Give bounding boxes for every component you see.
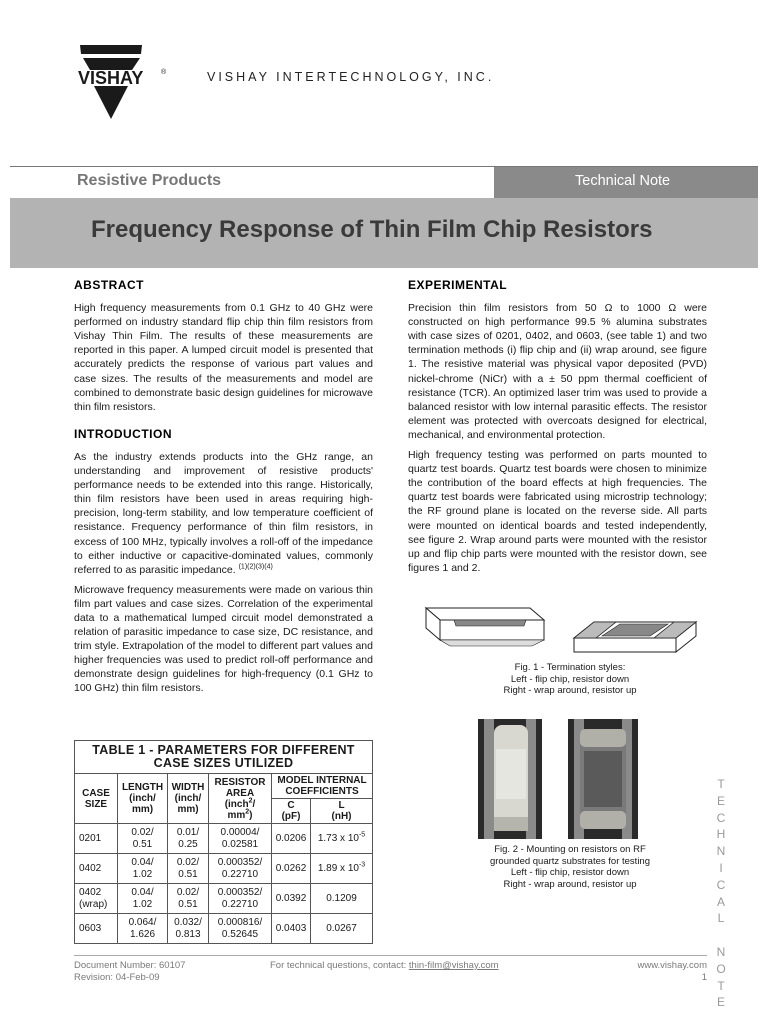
left-column [74, 278, 373, 702]
side-label-letter: C [716, 810, 726, 825]
cell-width: 0.032/ 0.813 [168, 914, 209, 944]
footer-contact [270, 960, 499, 972]
experimental-heading: EXPERIMENTAL [408, 278, 508, 292]
cell-width: 0.02/ 0.51 [168, 884, 209, 914]
fig2-caption-line-1: Fig. 2 - Mounting on resistors on RF [494, 844, 646, 855]
cell-length: 0.04/ 1.02 [118, 854, 168, 884]
experimental-paragraph-2: High frequency testing was performed on parts mounted to quartz test boards. Quartz test boards were chosen to minimize the contribution of the board effects at high frequencies. The quartz test boards were fabricated using microstrip technology; the RF ground plane is located on the reverse side. All parts were mounted on identical boards and tested independently, see figure 2. Wrap around parts were mounted with the resistor up and flip chip parts were mounted with the resistor down, see figures 1 and 2. [408, 449, 707, 574]
title-band [10, 198, 758, 268]
cell-width: 0.02/ 0.51 [168, 854, 209, 884]
cell-c: 0.0262 [272, 854, 311, 884]
introduction-heading: INTRODUCTION [74, 426, 172, 441]
fig1-termination-styles [424, 606, 700, 658]
col-c: C (pF) [272, 799, 311, 824]
fig2-caption-line-3: Left - flip chip, resistor down [510, 867, 630, 878]
side-label-letter: T [717, 777, 725, 791]
fig2-caption-line-4: Right - wrap around, resistor up [503, 878, 637, 890]
logo-registered-mark: ® [161, 69, 167, 76]
cell-l: 0.0267 [311, 914, 373, 944]
table-row [75, 884, 373, 914]
side-label-letter: E [716, 793, 725, 808]
col-width: WIDTH (inch/ mm) [168, 774, 209, 824]
contact-email-link[interactable]: thin-film@vishay.com [408, 960, 499, 971]
fig1-caption-line-2: Left - flip chip, resistor down [510, 673, 630, 685]
table-title-line-1: TABLE 1 - PARAMETERS FOR DIFFERENT [92, 743, 355, 757]
doc-type: Technical Note [575, 173, 671, 189]
side-label-letter: C [716, 877, 726, 892]
side-label-letter: N [716, 944, 726, 959]
table-row [75, 914, 373, 944]
cell-width: 0.01/ 0.25 [168, 824, 209, 854]
fig1-caption [450, 662, 690, 697]
page-title: Frequency Response of Thin Film Chip Resistors [91, 216, 653, 243]
cell-l: 1.89 x $10^{-3}$ [311, 854, 373, 884]
experimental-paragraph-1: Precision thin film resistors from 50 Ω to 1000 Ω were constructed on high performance 99.5 % alumina substrates with case sizes of 0201, 0402, and 0603, (see table 1) and two termination methods (i) flip chip and (ii) wrap around, see figure 1. The resistive material was physical vapor deposited (PVD) nickel-chrome (NiCr) with a ± 50 ppm thermal coefficient of resistance (TCR). An optimized laser trim was used to provide a balanced resistor with low internal parasitic effects. The resistor element was protected with overcoats designed for electrical, mechanical, and environmental protection. [408, 302, 707, 441]
col-resistor-area: RESISTOR AREA (inch$^2$/ $mm^2$) [209, 774, 272, 824]
side-label-letter [712, 927, 730, 944]
fig1-caption-line-1: Fig. 1 - Termination styles: [514, 662, 626, 673]
cell-length: 0.064/ 1.626 [118, 914, 168, 944]
side-label-letter: L [717, 911, 725, 926]
cell-area: 0.00004/ 0.02581 [209, 824, 272, 854]
table-row [75, 824, 373, 854]
col-case-size: CASE SIZE [75, 774, 118, 824]
contact-prefix: For technical questions, contact: [270, 960, 409, 971]
cell-area: 0.000352/ 0.22710 [209, 884, 272, 914]
flip-chip-photo [478, 719, 542, 839]
cell-length: 0.04/ 1.02 [118, 884, 168, 914]
cell-c: 0.0403 [272, 914, 311, 944]
table-title [75, 741, 373, 774]
col-length: LENGTH (inch/ mm) [118, 774, 168, 824]
cell-c: 0.0206 [272, 824, 311, 854]
fig1-caption-line-3: Right - wrap around, resistor up [503, 685, 637, 696]
product-category: Resistive Products [77, 172, 222, 189]
cell-area: 0.000352/ 0.22710 [209, 854, 272, 884]
cell-area: 0.000816/ 0.52645 [209, 914, 272, 944]
technical-note-side-label [712, 776, 730, 1011]
cell-c: 0.0392 [272, 884, 311, 914]
fig2-caption [450, 844, 690, 890]
side-label-letter: N [716, 844, 726, 859]
cell-case: 0201 [75, 824, 118, 854]
reference-marks: (1)(2)(3)(4) [238, 563, 273, 571]
document-number: Document Number: 60107 [74, 960, 186, 971]
right-column [408, 278, 707, 581]
footer-site-page [600, 960, 707, 984]
side-label-letter: O [716, 961, 726, 976]
col-model-coefficients: MODEL INTERNAL COEFFICIENTS [272, 774, 373, 799]
cell-case: 0603 [75, 914, 118, 944]
company-name: VISHAY INTERTECHNOLOGY, INC. [207, 70, 495, 84]
col-l: L (nH) [311, 799, 373, 824]
table-title-line-2: CASE SIZES UTILIZED [153, 756, 294, 770]
website-link[interactable]: www.vishay.com [637, 960, 707, 971]
table-header-row [75, 774, 373, 799]
footer-doc-info [74, 960, 185, 984]
logo-text: VISHAY [78, 68, 144, 88]
introduction-paragraph-1 [74, 450, 373, 577]
table-title-row [75, 741, 373, 774]
doc-type-band [494, 167, 758, 198]
cell-l: 0.1209 [311, 884, 373, 914]
introduction-paragraph-1-text: As the industry extends products into the GHz range, an understanding and improvement of resistive products' performance needs to be extended into this range. Historically, thin film resistors have been used in areas requiring high-precision, long-term stability, and low temperature coefficient of resistance. Frequency performance of thin film resistors, in excess of 100 MHz, typically involves a roll-off of the impedance to either inductive or capacitive-dominated values, commonly referred to as parasitic impedance. [74, 450, 373, 576]
cell-length: 0.02/ 0.51 [118, 824, 168, 854]
cell-l: 1.73 x $10^{-5}$ [311, 824, 373, 854]
side-label-letter: I [719, 860, 723, 875]
page-number: 1 [701, 972, 707, 983]
cell-case: 0402 (wrap) [75, 884, 118, 914]
side-label-letter: E [716, 995, 725, 1010]
table-row [75, 854, 373, 884]
wrap-around-photo [568, 719, 638, 839]
fig2-mounted-resistors-photo [478, 719, 638, 839]
side-label-letter: T [717, 978, 725, 993]
wrap-around-drawing [574, 622, 696, 652]
abstract-text: High frequency measurements from 0.1 GHz to 40 GHz were performed on industry standard flip chip thin film resistors from Vishay Thin Film. The results of these measurements are reported in this paper. A lumped circuit model is presented that accurately predicts the response of various part values and case sizes. The results of the measurements and model are combined to demonstrate basic design guidelines for microwave thin film resistors. [74, 302, 373, 413]
product-category-band [10, 167, 494, 198]
side-label-letter: A [716, 894, 725, 909]
cell-case: 0402 [75, 854, 118, 884]
vishay-logo [78, 44, 170, 120]
introduction-paragraph-2: Microwave frequency measurements were made on various thin film part values and case sizes. Correlation of the experimental data to a mathematical lumped circuit model demonstrated a relation of parasitic impedance to case size, DC resistance, and trim style. Extrapolation of the model to different part values and higher frequencies was used to predict roll-off performance and demonstrate design guidelines for high-frequency (0.1 GHz to 100 GHz) thin film resistors. [74, 583, 373, 695]
table-1 [74, 740, 373, 944]
revision: Revision: 04-Feb-09 [74, 972, 160, 983]
flip-chip-drawing [426, 608, 544, 646]
side-label-letter: H [716, 827, 726, 842]
footer-rule [74, 955, 707, 956]
fig2-caption-line-2: grounded quartz substrates for testing [489, 855, 650, 867]
abstract-heading: ABSTRACT [74, 278, 144, 292]
